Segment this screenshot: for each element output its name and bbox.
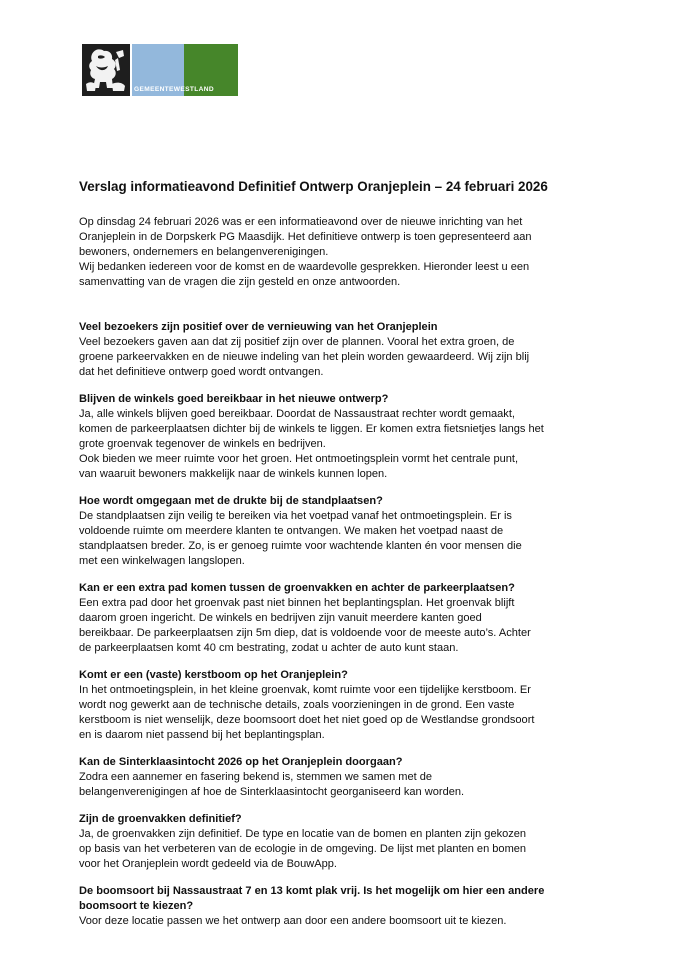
body-line: groene parkeervakken en de nieuwe indeling van het plein worden gewaardeerd. Wij zijn blij: [79, 351, 530, 363]
section-heading: [79, 668, 599, 683]
body-line: met een winkelwagen langslopen.: [79, 555, 245, 567]
intro-paragraph: [79, 215, 599, 290]
heading-line: Kan de Sinterklaasintocht 2026 op het Oranjeplein doorgaan?: [79, 756, 403, 768]
body-line: In het ontmoetingsplein, in het kleine groenvak, komt ruimte voor een tijdelijke kerstboom. Er: [79, 684, 531, 696]
body-line: de parkeerplaatsen komt 40 cm bestrating, zodat u achter de auto kunt staan.: [79, 642, 459, 654]
body-line: belangenverenigingen af hoe de Sinterklaasintocht georganiseerd kan worden.: [79, 786, 465, 798]
heading-line: Kan er een extra pad komen tussen de groenvakken en achter de parkeerplaatsen?: [79, 582, 515, 594]
section-heading: [79, 755, 599, 770]
body-line: Ja, de groenvakken zijn definitief. De type en locatie van de bomen en planten zijn gekozen: [79, 828, 527, 840]
heading-line: Blijven de winkels goed bereikbaar in het nieuwe ontwerp?: [79, 393, 389, 405]
section-heading: [79, 392, 599, 407]
body-line: standplaatsen breder. Zo, is er genoeg ruimte voor wachtende klanten én voor mensen die: [79, 540, 522, 552]
section-heading: [79, 812, 599, 827]
body-line: Veel bezoekers gaven aan dat zij positief zijn over de plannen. Vooral het extra groen, de: [79, 336, 515, 348]
section-body: [79, 596, 599, 656]
qa-section: [79, 392, 599, 482]
heading-line: boomsoort te kiezen?: [79, 900, 194, 912]
body-line: voldoende ruimte om meerdere klanten te ontvangen. We maken het voetpad naast de: [79, 525, 504, 537]
body-line: van waaruit bewoners makkelijk naar de winkels kunnen lopen.: [79, 468, 388, 480]
gemeente-westland-logo: [82, 44, 238, 96]
qa-section: [79, 581, 599, 656]
body-line: bereikbaar. De parkeerplaatsen zijn 5m diep, dat is voldoende voor de meeste auto’s. Achter: [79, 627, 531, 639]
section-body: [79, 335, 599, 380]
section-body: [79, 827, 599, 872]
intro-line: Op dinsdag 24 februari 2026 was er een informatieavond over de nieuwe inrichting van het: [79, 216, 523, 228]
body-line: grote groenvak tegenover de winkels en bedrijven.: [79, 438, 326, 450]
qa-section: [79, 320, 599, 380]
body-line: Voor deze locatie passen we het ontwerp aan door een andere boomsoort uit te kiezen.: [79, 915, 507, 927]
heading-line: Zijn de groenvakken definitief?: [79, 813, 242, 825]
section-heading: [79, 581, 599, 596]
body-line: komen de parkeerplaatsen dichter bij de winkels te liggen. Er komen extra fietsnietjes langs het: [79, 423, 544, 435]
logo-wordmark: GEMEENTEWESTLAND: [134, 86, 214, 93]
section-body: [79, 914, 599, 929]
qa-section: [79, 668, 599, 743]
body-line: Ja, alle winkels blijven goed bereikbaar. Doordat de Nassaustraat rechter wordt gemaakt,: [79, 408, 515, 420]
section-body: [79, 509, 599, 569]
body-line: en is daarom niet passend bij het beplantingsplan.: [79, 729, 325, 741]
body-line: op basis van het verbeteren van de ecologie in de omgeving. De lijst met planten en bomen: [79, 843, 527, 855]
body-line: De standplaatsen zijn veilig te bereiken via het voetpad vanaf het ontmoetingsplein. Er is: [79, 510, 512, 522]
section-heading: [79, 494, 599, 509]
intro-line: Oranjeplein in de Dorpskerk PG Maasdijk. Het definitieve ontwerp is toen gepresenteerd aan: [79, 231, 532, 243]
section-heading: [79, 320, 599, 335]
intro-line: Wij bedanken iedereen voor de komst en de waardevolle gesprekken. Hieronder leest u een: [79, 261, 530, 273]
document-title: Verslag informatieavond Definitief Ontwerp Oranjeplein – 24 februari 2026: [79, 179, 548, 194]
heading-line: Komt er een (vaste) kerstboom op het Oranjeplein?: [79, 669, 348, 681]
body-line: voor het Oranjeplein wordt gedeeld via de BouwApp.: [79, 858, 337, 870]
intro-line: bewoners, ondernemers en belangenverenigingen.: [79, 246, 329, 258]
intro-line: samenvatting van de vragen die zijn gesteld en onze antwoorden.: [79, 276, 401, 288]
body-line: daarom groen ingericht. De winkels en bedrijven zijn vanuit meerdere kanten goed: [79, 612, 482, 624]
section-body: [79, 683, 599, 743]
body-line: Zodra een aannemer en fasering bekend is, stemmen we samen met de: [79, 771, 433, 783]
body-line: dat het definitieve ontwerp goed wordt ontvangen.: [79, 366, 324, 378]
qa-section: [79, 812, 599, 872]
qa-section: [79, 884, 599, 929]
section-body: [79, 770, 599, 800]
body-line: wordt nog gewerkt aan de technische details, zoals voorzieningen in de grond. Een vaste: [79, 699, 515, 711]
document-content: [79, 178, 599, 941]
qa-section: [79, 494, 599, 569]
body-line: kerstboom is niet wenselijk, deze boomsoort doet het niet goed op de Westlandse grondsoort: [79, 714, 535, 726]
heading-line: De boomsoort bij Nassaustraat 7 en 13 komt plak vrij. Is het mogelijk om hier een andere: [79, 885, 545, 897]
section-body: [79, 407, 599, 482]
section-heading: [79, 884, 599, 914]
heading-line: Hoe wordt omgegaan met de drukte bij de standplaatsen?: [79, 495, 383, 507]
heading-line: Veel bezoekers zijn positief over de vernieuwing van het Oranjeplein: [79, 321, 438, 333]
body-line: Ook bieden we meer ruimte voor het groen. Het ontmoetingsplein vormt het centrale punt,: [79, 453, 519, 465]
qa-section: [79, 755, 599, 800]
lion-crest-icon: [82, 44, 130, 96]
body-line: Een extra pad door het groenvak past niet binnen het beplantingsplan. Het groenvak blijft: [79, 597, 515, 609]
